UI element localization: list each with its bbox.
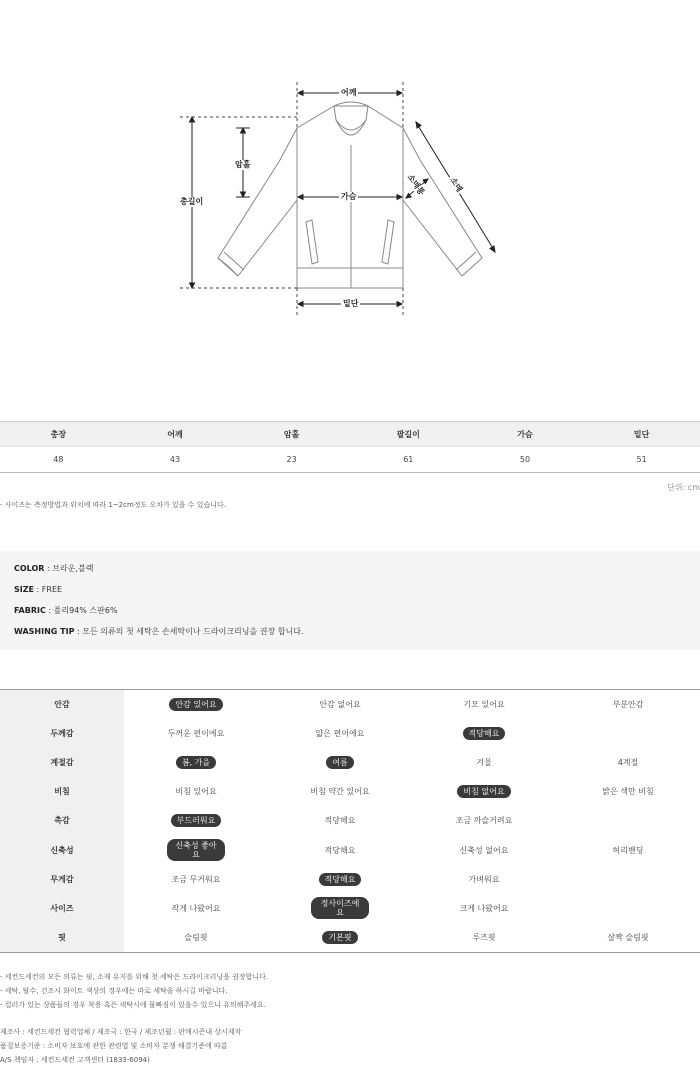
feature-option: 적당해요 <box>324 816 356 826</box>
care-note: - 세탁, 탈수, 건조시 화이트 색상의 경우에는 따로 세탁을 하시길 바랍니다. <box>0 987 228 995</box>
feature-name: 사이즈 <box>0 894 124 923</box>
feature-option-cell <box>412 894 556 923</box>
feature-option: 적당해요 <box>324 845 356 855</box>
feature-option-cell <box>412 690 556 719</box>
header-cell: 밑단 <box>583 422 700 447</box>
feature-option-cell <box>556 806 700 835</box>
feature-option-cell <box>268 806 412 835</box>
care-notes <box>0 970 268 1012</box>
care-note: - 컬러가 있는 상품들의 경우 착용 혹은 세탁시에 물빠짐이 있을수 있으니 유의해주세요. <box>0 1001 266 1009</box>
selected-option: 정사이즈에요 <box>311 897 369 919</box>
washing-label: WASHING TIP <box>14 627 75 636</box>
feature-option-cell <box>124 894 268 923</box>
feature-row <box>0 835 700 864</box>
feature-row <box>0 894 700 923</box>
sleeve-label: 소매 <box>446 174 465 196</box>
header-cell: 어깨 <box>117 422 234 447</box>
fabric-row <box>14 605 686 626</box>
feature-option: 살짝 슬림핏 <box>607 932 649 942</box>
color-row <box>14 563 686 584</box>
feature-option-cell <box>124 719 268 748</box>
feature-name: 무게감 <box>0 865 124 894</box>
header-cell: 가슴 <box>467 422 584 447</box>
size-value: : FREE <box>34 585 63 594</box>
feature-option: 가벼워요 <box>468 874 500 884</box>
header-cell: 총장 <box>0 422 117 447</box>
feature-row <box>0 806 700 835</box>
feature-option-cell <box>412 719 556 748</box>
feature-option: 조금 까슬거려요 <box>455 816 513 826</box>
armhole-label: 암홀 <box>235 160 251 169</box>
maker-line: 제조사 : 세컨드세컨 협력업체 / 제조국 : 한국 / 제조년월 : 판매시즌내 상시제작 <box>0 1028 242 1036</box>
feature-option-cell <box>556 690 700 719</box>
fabric-value: : 폴리94% 스판6% <box>45 606 118 615</box>
selected-option: 여름 <box>326 756 353 769</box>
value-cell: 48 <box>0 447 117 473</box>
feature-option-cell <box>412 835 556 864</box>
feature-row <box>0 923 700 952</box>
feature-row <box>0 865 700 894</box>
feature-row <box>0 719 700 748</box>
selected-option: 부드러워요 <box>171 814 222 827</box>
value-cell: 51 <box>583 447 700 473</box>
feature-name: 두께감 <box>0 719 124 748</box>
size-table-row <box>0 447 700 473</box>
feature-option: 4계절 <box>617 757 639 767</box>
size-row <box>14 584 686 605</box>
header-cell: 암홀 <box>233 422 350 447</box>
feature-option-cell <box>124 865 268 894</box>
feature-name: 계절감 <box>0 748 124 777</box>
selected-option: 안감 있어요 <box>169 698 222 711</box>
feature-option-cell <box>556 894 700 923</box>
size-label: SIZE <box>14 585 35 594</box>
selected-option: 비침 없어요 <box>457 785 510 798</box>
feature-option-cell <box>268 748 412 777</box>
feature-option-cell <box>268 865 412 894</box>
feature-option-cell <box>124 748 268 777</box>
feature-option: 부분안감 <box>612 699 644 709</box>
feature-option-cell <box>412 923 556 952</box>
feature-name: 비침 <box>0 777 124 806</box>
value-cell: 23 <box>233 447 350 473</box>
feature-option: 루즈핏 <box>472 932 496 942</box>
feature-name: 신축성 <box>0 835 124 864</box>
feature-option-cell <box>268 777 412 806</box>
selected-option: 신축성 좋아요 <box>167 839 225 861</box>
feature-option-cell <box>268 894 412 923</box>
fabric-label: FABRIC <box>14 606 46 615</box>
maker-info <box>0 1025 241 1067</box>
feature-option-cell <box>412 748 556 777</box>
feature-option-cell <box>556 748 700 777</box>
washing-value: : 모든 의류의 첫 세탁은 손세탁이나 드라이크리닝을 권장 합니다. <box>74 627 304 636</box>
selected-option: 기본핏 <box>322 931 357 944</box>
feature-option: 두꺼운 편이에요 <box>167 728 225 738</box>
feature-name: 안감 <box>0 690 124 719</box>
feature-option-cell <box>124 806 268 835</box>
feature-option-cell <box>268 690 412 719</box>
feature-option-cell <box>124 923 268 952</box>
size-table-header <box>0 422 700 447</box>
feature-option-cell <box>556 923 700 952</box>
feature-option-cell <box>124 777 268 806</box>
value-cell: 43 <box>117 447 234 473</box>
feature-option-cell <box>412 806 556 835</box>
size-table <box>0 421 700 473</box>
feature-option: 안감 없어요 <box>319 699 361 709</box>
feature-row <box>0 748 700 777</box>
color-label: COLOR <box>14 564 45 573</box>
size-note: - 사이즈는 측정방법과 위치에 따라 1~2cm정도 오차가 있을 수 있습니다. <box>0 501 227 509</box>
feature-option-cell <box>268 719 412 748</box>
color-value: : 브라운,블랙 <box>44 564 94 573</box>
feature-option-cell <box>412 865 556 894</box>
value-cell: 61 <box>350 447 467 473</box>
feature-option-cell <box>124 690 268 719</box>
selected-option: 봄, 가을 <box>176 756 216 769</box>
feature-option: 겨울 <box>476 757 492 767</box>
value-cell: 50 <box>467 447 584 473</box>
feature-name: 촉감 <box>0 806 124 835</box>
unit-label: 단위: cm <box>667 483 700 492</box>
feature-option: 기모 있어요 <box>463 699 505 709</box>
feature-row <box>0 690 700 719</box>
feature-option: 작게 나왔어요 <box>171 903 221 913</box>
product-info <box>0 551 700 650</box>
feature-row <box>0 777 700 806</box>
feature-name: 핏 <box>0 923 124 952</box>
feature-option-cell <box>556 777 700 806</box>
feature-table <box>0 689 700 953</box>
selected-option: 적당해요 <box>319 873 362 886</box>
sleeve-width-label: 소매통 <box>404 171 428 199</box>
total-length-label: 총길이 <box>180 197 204 206</box>
feature-option: 밝은 색만 비침 <box>602 787 654 797</box>
feature-option-cell <box>556 865 700 894</box>
selected-option: 적당해요 <box>463 727 506 740</box>
feature-option: 크게 나왔어요 <box>459 903 509 913</box>
care-note: - 세컨드세컨의 모든 의류는 핏, 소재 유지를 위해 첫 세탁은 드라이크리닝을 권장합니다. <box>0 973 269 981</box>
feature-option: 비침 있어요 <box>175 787 217 797</box>
feature-option-cell <box>268 923 412 952</box>
feature-option: 허리밴딩 <box>612 845 644 855</box>
feature-option: 슬림핏 <box>184 932 208 942</box>
header-cell: 팔길이 <box>350 422 467 447</box>
feature-option-cell <box>268 835 412 864</box>
feature-option-cell <box>556 835 700 864</box>
maker-line: 품질보증기준 : 소비자 보호에 관한 관련법 및 소비자 분쟁 해결기준에 따름 <box>0 1042 228 1050</box>
shoulder-label: 어깨 <box>341 88 357 97</box>
feature-option-cell <box>124 835 268 864</box>
feature-option: 신축성 없어요 <box>459 845 509 855</box>
hem-label: 밑단 <box>343 299 359 308</box>
washing-row <box>14 626 686 647</box>
feature-option-cell <box>556 719 700 748</box>
maker-line: A/S 책임자 : 세컨드세컨 고객센터 (1833-6094) <box>0 1056 150 1064</box>
feature-option: 얇은 편이에요 <box>315 728 365 738</box>
size-diagram <box>0 0 700 400</box>
feature-option: 조금 무거워요 <box>171 874 221 884</box>
feature-option-cell <box>412 777 556 806</box>
chest-label: 가슴 <box>341 192 357 201</box>
feature-option: 비침 약간 있어요 <box>310 787 370 797</box>
